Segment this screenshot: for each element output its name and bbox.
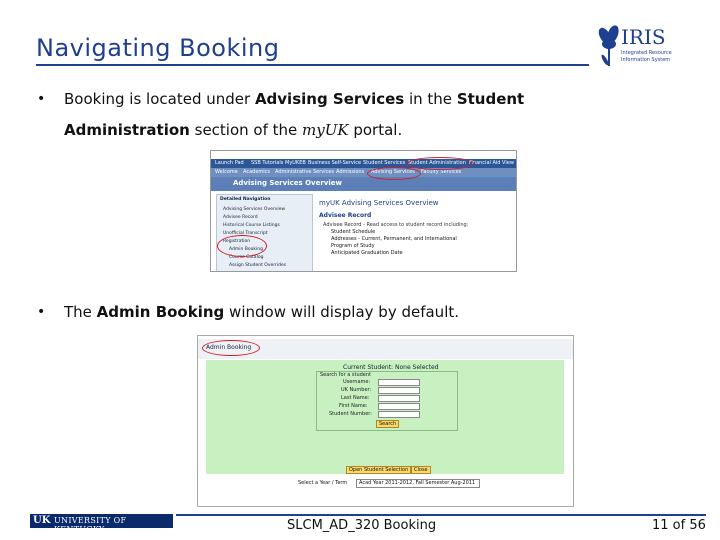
last-name-field[interactable]: [378, 395, 420, 402]
portal-screenshot: [210, 150, 517, 272]
bullet-dot: •: [37, 304, 46, 320]
bold-advising-services: Advising Services: [254, 90, 405, 108]
tab: SSB Tutorials: [251, 160, 284, 166]
uk-logo-mark: UK: [33, 515, 51, 526]
tab-student-administration: Student Administration: [408, 160, 466, 166]
header-text: Advising Services Overview: [233, 179, 342, 187]
iris-logo: [593, 22, 673, 72]
nav-item: Course Catalog: [229, 255, 264, 260]
admin-booking-screenshot: [197, 335, 574, 507]
current-student-title: Current Student: None Selected: [343, 364, 439, 371]
subtab-advising-services: Advising Services: [371, 169, 415, 175]
admin-booking-tab: Admin Booking: [206, 344, 252, 351]
username-field[interactable]: [378, 379, 420, 386]
line: Program of Study: [331, 243, 375, 249]
highlight-circle: [202, 340, 260, 356]
close-button[interactable]: Close: [411, 466, 431, 474]
nav-item-admin-booking: Admin Booking: [229, 247, 263, 252]
label-username: Username:: [343, 379, 371, 385]
footer-page-number: 11 of 56: [652, 518, 706, 533]
iris-logo-sub1: Integrated Resource: [621, 50, 672, 56]
year-term-select[interactable]: Acad Year 2011-2012, Fall Semester Aug-2011: [356, 479, 480, 488]
tab: Launch Pad: [215, 160, 244, 166]
open-student-selection-button[interactable]: Open Student Selection: [346, 466, 411, 474]
bullet-dot: •: [37, 91, 46, 107]
text: window will display by default.: [224, 303, 460, 321]
portal-sub-tabs: [211, 168, 516, 177]
label-student-number: Student Number:: [329, 411, 372, 417]
subtab: Welcome: [215, 169, 238, 175]
highlight-circle: [367, 167, 421, 180]
tab: Financial Aid View: [469, 160, 514, 166]
uk-number-field[interactable]: [378, 387, 420, 394]
subtab: Faculty Services: [421, 169, 462, 175]
bold-student: Student: [456, 90, 525, 108]
year-term-label: Select a Year / Term: [298, 480, 348, 486]
bold-administration: Administration: [64, 121, 190, 139]
text: in the: [404, 90, 457, 108]
first-name-field[interactable]: [378, 403, 420, 410]
text: portal.: [348, 121, 403, 139]
line: Addresses - Current, Permanent, and International: [331, 236, 457, 242]
title-rule: [36, 64, 589, 66]
nav-title: Detailed Navigation: [220, 197, 271, 202]
bold-admin-booking: Admin Booking: [96, 303, 225, 321]
text: section of the: [189, 121, 303, 139]
nav-item: Advisee Record: [223, 215, 258, 220]
portal-page-header: [211, 177, 516, 191]
footer-course-code: SLCM_AD_320 Booking: [287, 518, 437, 533]
iris-logo-sub2: Information System: [621, 57, 671, 63]
myuk-text: myUK: [302, 121, 349, 139]
label-first-name: First Name:: [339, 403, 368, 409]
label-uk-number: UK Number:: [341, 387, 372, 393]
text: Booking is located under: [64, 90, 255, 108]
highlight-circle: [217, 235, 267, 257]
search-button[interactable]: Search: [376, 420, 399, 428]
student-number-field[interactable]: [378, 411, 420, 418]
search-heading: Search for a student: [320, 372, 371, 378]
nav-item: Historical Course Listings: [223, 223, 280, 228]
subtab: Academics: [243, 169, 271, 175]
label-last-name: Last Name:: [341, 395, 370, 401]
nav-item: Assign Student Overrides: [229, 263, 287, 268]
nav-item: Advising Services Overview: [223, 207, 286, 212]
text: The: [64, 303, 97, 321]
uk-logo: [30, 514, 173, 534]
nav-item-registration: Registration: [223, 239, 251, 244]
slide-title: Navigating Booking: [36, 34, 280, 62]
footer-rule: [176, 514, 706, 516]
uk-logo-text: UNIVERSITY OF KENTUCKY: [54, 516, 127, 534]
subtab: Administrative Services: [275, 169, 335, 175]
iris-logo-text: IRIS: [621, 25, 666, 49]
bullet-2: [37, 297, 624, 328]
highlight-circle: [406, 157, 474, 170]
subtab: Admissions: [336, 169, 365, 175]
tab: MyUKEB: [285, 160, 306, 166]
nav-item: Unofficial Transcript: [223, 231, 268, 236]
main-title: myUK Advising Services Overview: [319, 199, 439, 207]
overview-content: [319, 194, 516, 271]
tab: Business Self-Service: [308, 160, 362, 166]
detailed-navigation-panel: [216, 194, 313, 272]
section-title: Advisee Record: [319, 212, 372, 219]
bullet-1: [37, 84, 624, 146]
line: Anticipated Graduation Date: [331, 250, 403, 256]
tab: Student Services: [363, 160, 406, 166]
line: Student Schedule: [331, 229, 376, 235]
line: Advisee Record - Read access to student record including:: [323, 222, 469, 228]
